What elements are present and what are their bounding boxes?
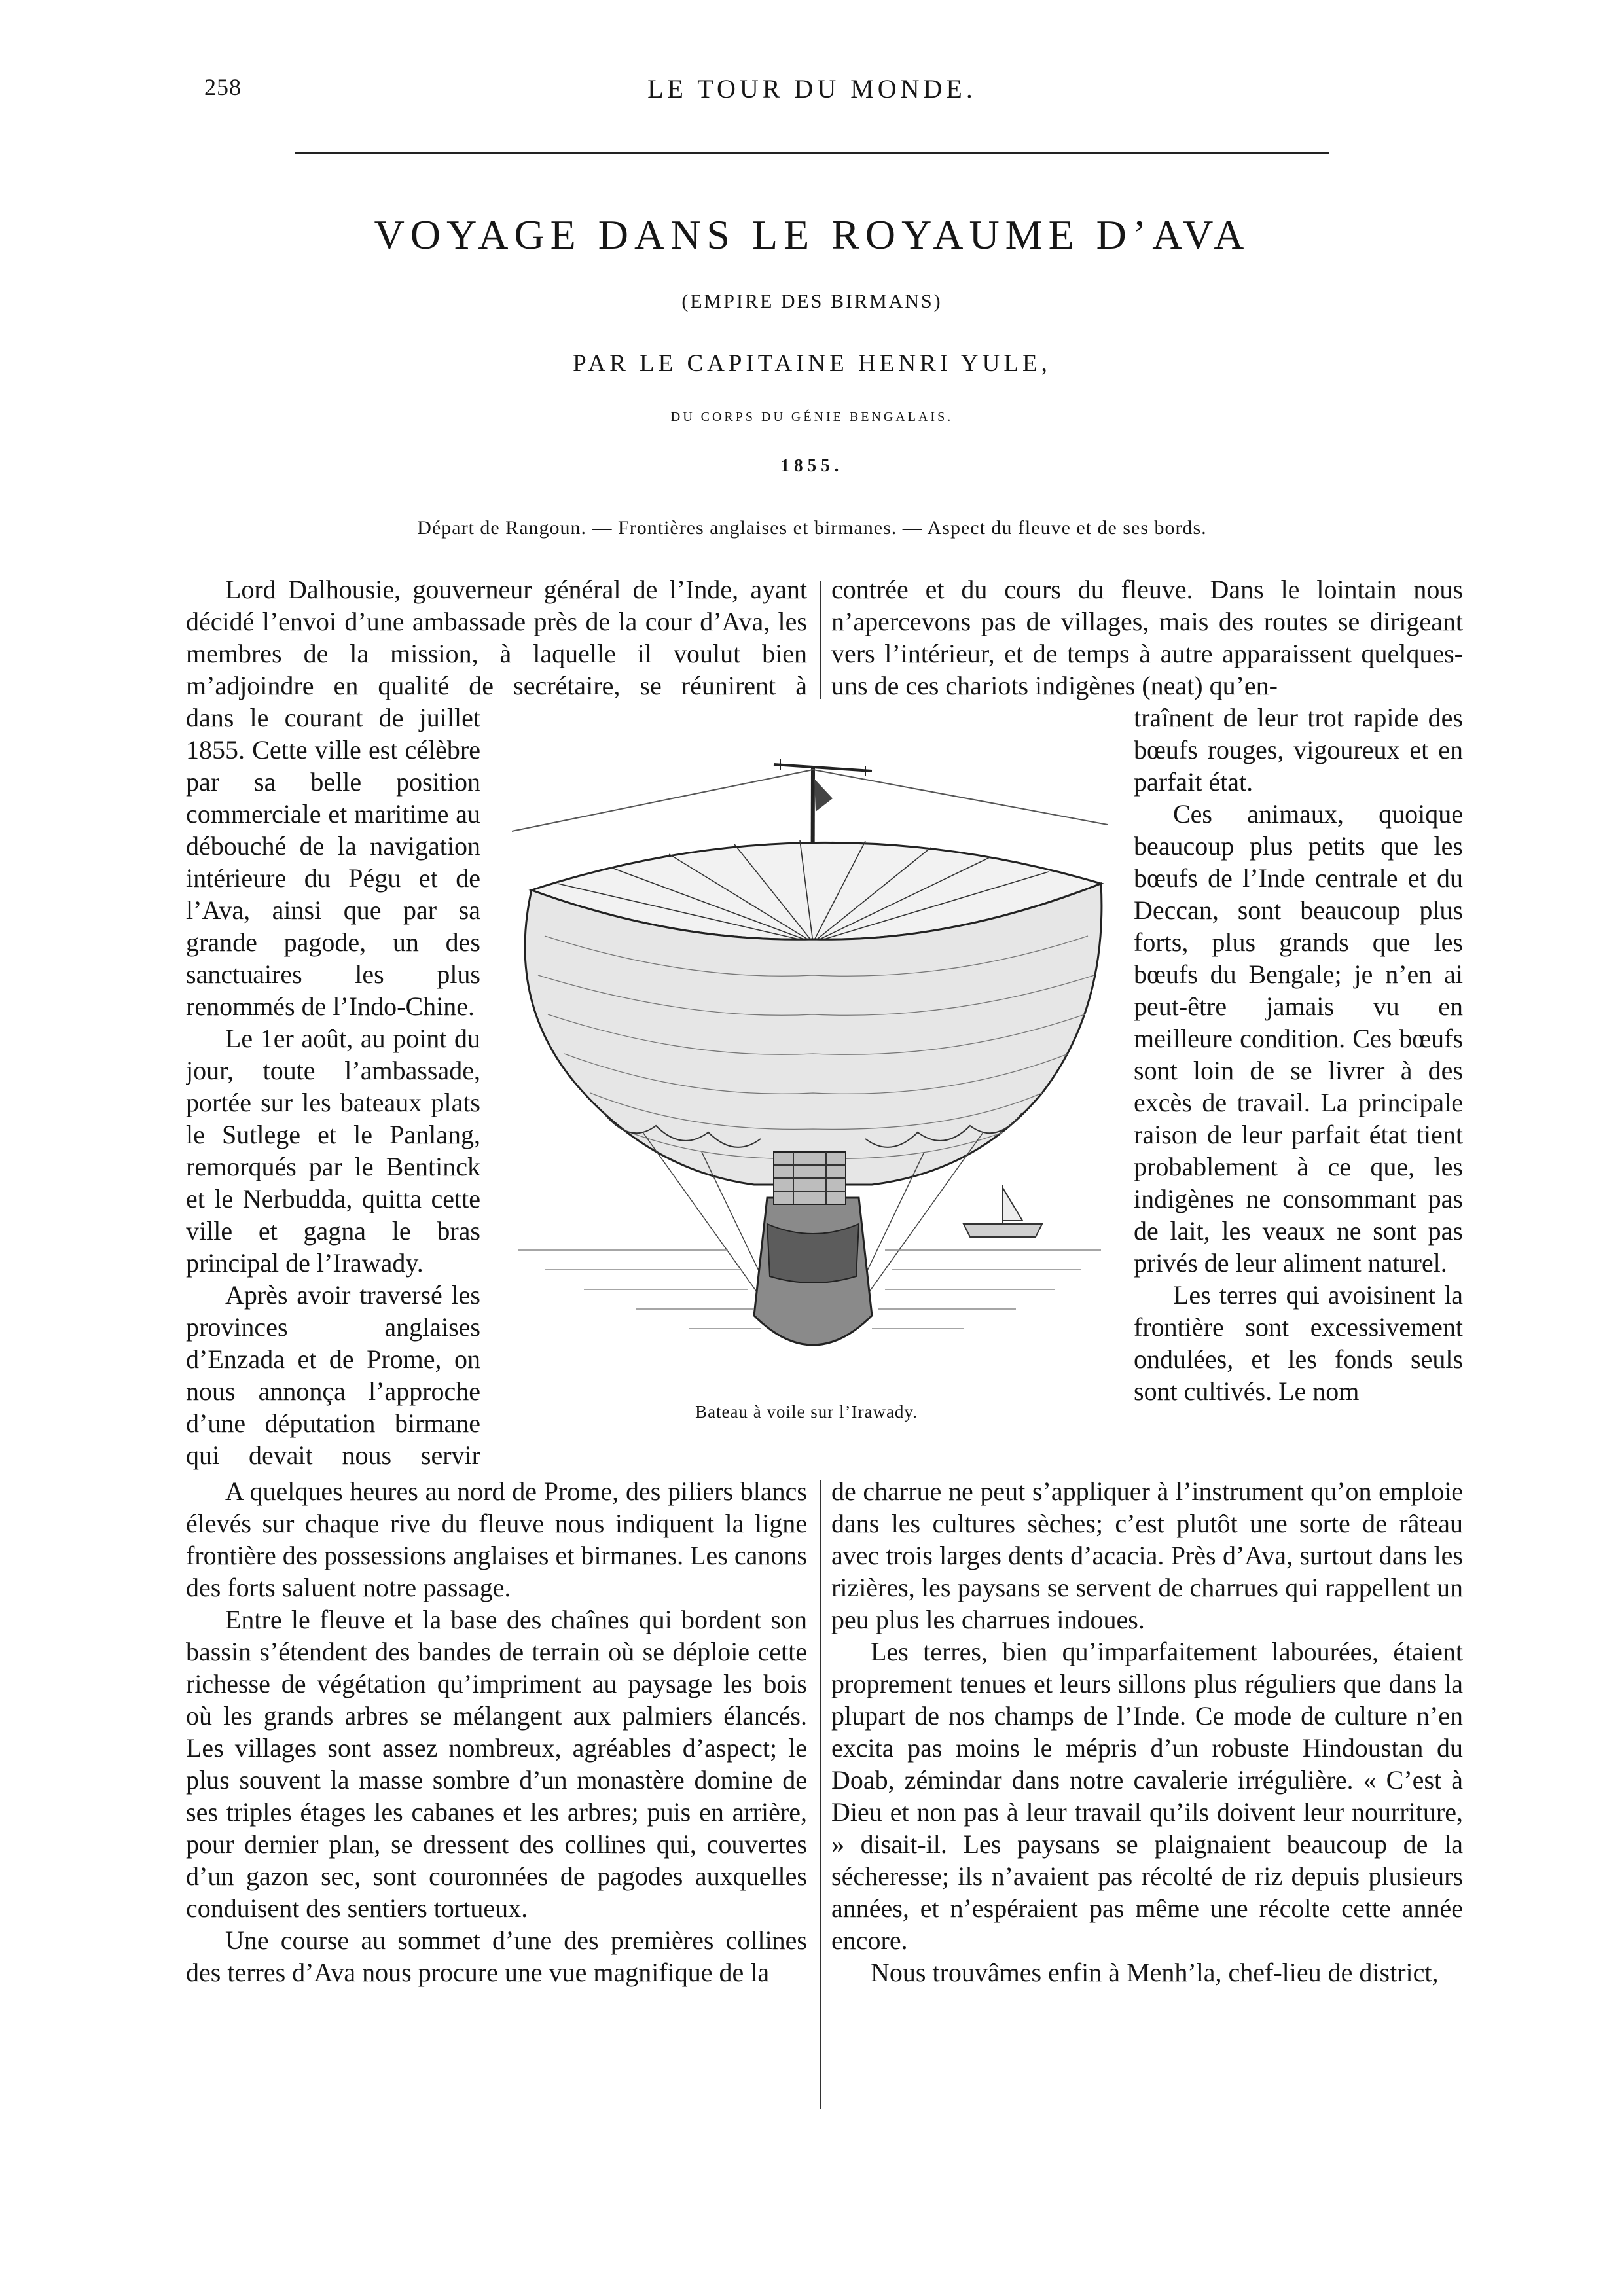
paragraph: Une course au sommet d’une des premières collines des terres d’Ava nous procure une vue magnifique de la bbox=[186, 1926, 807, 1987]
body-left-bottom bbox=[186, 1475, 807, 2117]
paragraph: A quelques heures au nord de Prome, des piliers blancs élevés sur chaque rive du fleuve nous indiquent la ligne frontière des possessions anglaises et birmanes. Les canons des forts saluent notre passage. bbox=[186, 1477, 807, 1602]
sailboat-illustration bbox=[492, 726, 1121, 1381]
column-rule-bottom bbox=[820, 1480, 821, 2109]
running-title: LE TOUR DU MONDE. bbox=[647, 74, 977, 103]
body-right-wrap bbox=[1134, 702, 1463, 1471]
body-right-top bbox=[831, 573, 1463, 702]
body-right-bottom bbox=[831, 1475, 1463, 2117]
page-number: 258 bbox=[204, 74, 242, 100]
paragraph: traînent de leur trot rapide des bœufs rouges, vigoureux et en parfait état. bbox=[1134, 703, 1463, 797]
paragraph: Les terres qui avoisinent la frontière sont excessivement ondulées, et les fonds seuls sont cultivés. Le nom bbox=[1134, 1280, 1463, 1406]
article-title: VOYAGE DANS LE ROYAUME D’AVA bbox=[374, 211, 1250, 258]
paragraph: dans le courant de juillet 1855. Cette ville est célèbre par sa belle position commerciale et maritime au débouché de la navigation intérieure du Pégu et de l’Ava, ainsi que par sa grande pagode, un des sanctuaires les plus renommés de l’Indo-Chine. bbox=[186, 703, 480, 1021]
paragraph: Les terres, bien qu’imparfaitement labourées, étaient proprement tenues et leurs sillons plus réguliers que dans la plupart de nos champs de l’Inde. Ce mode de culture n’en excita pas moins le mépris d’un robuste Hindoustan du Doab, zémindar dans notre cavalerie irrégulière. « C’est à Dieu et non pas à leur travail qu’ils doivent leur nourriture, » disait-il. Les paysans se plaignaient beaucoup de la sécheresse; ils n’avaient pas récolté de riz depuis plusieurs années, et n’espéraient pas même une récolte cette année encore. bbox=[831, 1637, 1463, 1955]
article-year: 1855. bbox=[780, 456, 844, 475]
figure-caption: Bateau à voile sur l’Irawady. bbox=[695, 1402, 918, 1422]
header-rule bbox=[295, 152, 1329, 154]
paragraph: Lord Dalhousie, gouverneur général de l’Inde, ayant décidé l’envoi d’une ambassade près de la cour d’Ava, les membres de la mission, à laquelle il voulut bien m’adjoindre en qualité de secrétaire, se réunirent à bbox=[186, 575, 807, 700]
body-left-top bbox=[186, 573, 807, 702]
chapter-summary: Départ de Rangoun. — Frontières anglaises et birmanes. — Aspect du fleuve et de ses bords. bbox=[417, 517, 1207, 539]
paragraph: Après avoir traversé les provinces anglaises d’Enzada et de Prome, on nous annonça l’approche d’une députation birmane qui devait nous servir bbox=[186, 1280, 480, 1470]
paragraph: Entre le fleuve et la base des chaînes qui bordent son bassin s’étendent des bandes de terrain où se déploie cette richesse de végétation qu’impriment au paysage les bois où les grands arbres se mélangent aux palmiers élancés. Les villages sont assez nombreux, agréables d’aspect; le plus souvent la masse sombre d’un monastère domine de ses triples étages les cabanes et les arbres; puis en arrière, pour dernier plan, se dressent des collines qui, couvertes d’un gazon sec, sont couronnées de pagodes auxquelles conduisent des sentiers tortueux. bbox=[186, 1605, 807, 1923]
author-byline: PAR LE CAPITAINE HENRI YULE, bbox=[573, 350, 1051, 377]
paragraph: Le 1er août, au point du jour, toute l’ambassade, portée sur les bateaux plats le Sutlege et le Panlang, remorqués par le Bentinck et le Nerbudda, quitta cette ville et gagna le bras principal de l’Irawady. bbox=[186, 1024, 480, 1278]
body-left-wrap bbox=[186, 702, 480, 1471]
article-subtitle: (EMPIRE DES BIRMANS) bbox=[681, 291, 943, 312]
paragraph: de charrue ne peut s’appliquer à l’instrument qu’on emploie dans les cultures sèches; c’est plutôt une sorte de râteau avec trois larges dents d’acacia. Près d’Ava, surtout dans les rizières, les paysans se servent de charrues qui rappellent un peu plus les charrues indoues. bbox=[831, 1477, 1463, 1634]
paragraph: Ces animaux, quoique beaucoup plus petits que les bœufs de l’Inde centrale et du Deccan, sont beaucoup plus forts, plus grands que les bœufs du Bengale; je n’en ai peut-être jamais vu en meilleure condition. Ces bœufs sont loin de se livrer à des excès de travail. La principale raison de leur parfait état tient probablement à ce que, les indigènes ne consommant pas de lait, les veaux ne sont pas privés de leur aliment naturel. bbox=[1134, 799, 1463, 1278]
paragraph: Nous trouvâmes enfin à Menh’la, chef-lieu de district, bbox=[871, 1958, 1439, 1987]
column-rule-top bbox=[820, 581, 821, 699]
sailboat-engraving bbox=[492, 726, 1121, 1381]
paragraph: contrée et du cours du fleuve. Dans le lointain nous n’apercevons pas de villages, mais des routes se dirigeant vers l’intérieur, et de temps à autre apparaissent quelques-uns de ces chariots indigènes (neat) qu’en- bbox=[831, 575, 1463, 700]
author-affiliation: DU CORPS DU GÉNIE BENGALAIS. bbox=[670, 410, 954, 424]
